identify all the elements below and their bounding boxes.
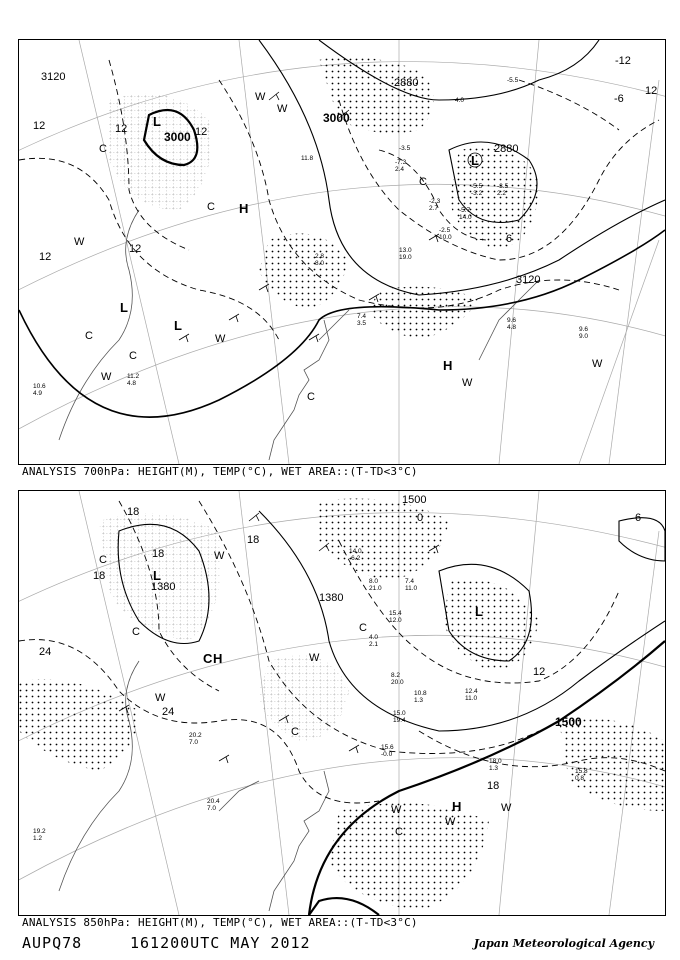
low-center-symbol: L — [153, 114, 161, 129]
station-value: 1.2 — [33, 835, 43, 842]
station-value: -5.5 — [507, 77, 519, 84]
bulletin-code: AUPQ78 — [22, 934, 83, 952]
height-label: 3000 — [323, 111, 350, 125]
station-value: 11.0 — [405, 585, 418, 592]
warm-mark: W — [277, 103, 288, 115]
station-value: 3.5 — [357, 320, 367, 327]
station-value: 2.7 — [429, 205, 439, 212]
station-value: 8.0 — [369, 578, 379, 585]
station-value: 10.0 — [439, 234, 452, 241]
station-value: 11.0 — [465, 695, 478, 702]
station-value: -7.3 — [395, 159, 407, 166]
station-value: 9.6 — [507, 317, 517, 324]
height-label: 2880 — [494, 143, 519, 155]
temp-label: 12 — [533, 666, 546, 678]
temp-label: 24 — [162, 706, 175, 718]
temp-label: -6 — [614, 93, 624, 105]
station-value: 15.4 — [389, 610, 402, 617]
station-value: -6.2 — [349, 555, 361, 562]
low-center-symbol: L — [475, 604, 483, 619]
temp-label: 12 — [115, 123, 128, 135]
station-value: 1.3 — [489, 765, 499, 772]
station-value: 7.0 — [207, 805, 217, 812]
cold-mark: C — [307, 391, 315, 403]
warm-mark: W — [309, 652, 320, 664]
station-value: 4.8 — [507, 324, 517, 331]
height-label: 3000 — [164, 130, 191, 144]
station-value: 2.1 — [369, 641, 379, 648]
station-value: 9.6 — [579, 326, 589, 333]
station-value: 2.2 — [497, 190, 507, 197]
station-value: 10.8 — [414, 690, 427, 697]
station-value: -2.3 — [429, 198, 441, 205]
cold-mark: C — [207, 201, 215, 213]
warm-mark: W — [155, 692, 166, 704]
station-value: 11.2 — [127, 373, 140, 380]
temp-label: 18 — [127, 506, 140, 518]
station-value: 12.4 — [465, 688, 478, 695]
station-value: 9.0 — [579, 333, 589, 340]
station-value: -3.5 — [399, 145, 411, 152]
warm-mark: W — [74, 236, 85, 248]
temp-label: 0 — [417, 512, 424, 524]
warm-mark: W — [501, 802, 512, 814]
station-value: 8.2 — [391, 672, 401, 679]
cold-mark: C — [291, 726, 299, 738]
height-label: 3120 — [516, 274, 541, 286]
station-value: 7.4 — [405, 578, 415, 585]
warm-mark: W — [592, 358, 603, 370]
station-value: 1.3 — [414, 697, 424, 704]
height-label: 2880 — [394, 77, 419, 89]
station-value: 21.0 — [369, 585, 382, 592]
station-value: -3.5 — [497, 183, 509, 190]
station-value: 19.2 — [33, 828, 46, 835]
high-center-symbol: H — [239, 201, 249, 216]
station-value: 11.8 — [301, 155, 314, 162]
station-value: 15.8 — [575, 768, 588, 775]
warm-mark: W — [255, 91, 266, 103]
station-value: 20.0 — [391, 679, 404, 686]
warm-mark: W — [214, 550, 225, 562]
station-value: 15.0 — [393, 710, 406, 717]
cold-center-symbol: C — [203, 651, 213, 666]
cold-mark: C — [129, 350, 137, 362]
temp-label: 18 — [487, 780, 500, 792]
temp-label: 6 — [506, 233, 513, 245]
chart-700hpa-map — [19, 40, 665, 464]
station-value: 7.0 — [189, 739, 199, 746]
cold-mark: C — [359, 622, 367, 634]
station-value: 18.0 — [489, 758, 502, 765]
station-value: 2.8 — [315, 253, 325, 260]
station-value: 19.4 — [393, 717, 406, 724]
station-value: 20.2 — [189, 732, 202, 739]
station-value: -5.5 — [471, 183, 483, 190]
chart-700hpa — [18, 39, 666, 465]
temp-label: 12 — [129, 243, 142, 255]
height-label: 1380 — [151, 581, 176, 593]
temp-label: -12 — [615, 55, 631, 67]
station-value: -2.5 — [439, 227, 451, 234]
height-label: 1380 — [319, 592, 344, 604]
station-value: 20.4 — [207, 798, 220, 805]
station-value: -5.7 — [459, 207, 471, 214]
station-value: -0.0 — [381, 751, 393, 758]
station-value: 8.0 — [315, 260, 325, 267]
temp-label: 12 — [39, 251, 52, 263]
caption-850hpa: ANALYSIS 850hPa: HEIGHT(M), TEMP(°C), WET AREA::(T-TD<3°C) — [22, 916, 418, 929]
station-value: 0.8 — [575, 775, 585, 782]
station-value: -3.2 — [471, 190, 483, 197]
low-center-symbol: L — [471, 153, 479, 168]
temp-label: 18 — [152, 548, 165, 560]
high-center-symbol: H — [213, 651, 223, 666]
station-value: 7.4 — [357, 313, 367, 320]
high-center-symbol: H — [452, 799, 462, 814]
height-label: 1500 — [402, 494, 427, 506]
valid-time: 161200UTC MAY 2012 — [130, 934, 311, 952]
low-center-symbol: L — [153, 568, 161, 583]
station-value: 4.0 — [369, 634, 379, 641]
chart-850hpa — [18, 490, 666, 916]
cold-mark: C — [132, 626, 140, 638]
station-value: 4.9 — [33, 390, 43, 397]
station-value: 14.0 — [459, 214, 472, 221]
station-value: 19.0 — [399, 254, 412, 261]
station-value: 10.6 — [33, 383, 46, 390]
warm-mark: W — [445, 816, 456, 828]
cold-mark: C — [99, 143, 107, 155]
cold-mark: C — [85, 330, 93, 342]
warm-mark: W — [101, 371, 112, 383]
temp-label: 6 — [635, 512, 642, 524]
station-value: 14.0 — [349, 548, 362, 555]
temp-label: 12 — [645, 85, 658, 97]
temp-label: 12 — [33, 120, 46, 132]
height-label: 1500 — [555, 715, 582, 729]
high-center-symbol: H — [443, 358, 453, 373]
station-value: 2.4 — [395, 166, 405, 173]
temp-label: 18 — [247, 534, 260, 546]
cold-mark: C — [99, 554, 107, 566]
cold-mark: C — [419, 176, 427, 188]
temp-label: 24 — [39, 646, 52, 658]
warm-mark: W — [462, 377, 473, 389]
station-value: 12.0 — [389, 617, 402, 624]
wet-areas — [19, 499, 665, 912]
cold-mark: C — [395, 826, 403, 838]
station-value: 15.6 — [381, 744, 394, 751]
temp-label: 18 — [93, 570, 106, 582]
station-value: 4.0 — [455, 97, 465, 104]
wet-areas — [109, 57, 539, 340]
agency-name: Japan Meteorological Agency — [473, 937, 654, 950]
low-center-symbol: L — [174, 318, 182, 333]
low-center-symbol: L — [120, 300, 128, 315]
height-label: 3120 — [41, 71, 66, 83]
temp-label: 12 — [195, 126, 208, 138]
station-value: 4.8 — [127, 380, 137, 387]
caption-700hpa: ANALYSIS 700hPa: HEIGHT(M), TEMP(°C), WET AREA::(T-TD<3°C) — [22, 465, 418, 478]
warm-mark: W — [215, 333, 226, 345]
station-value: 13.0 — [399, 247, 412, 254]
chart-850hpa-map — [19, 491, 665, 915]
warm-mark: W — [391, 804, 402, 816]
